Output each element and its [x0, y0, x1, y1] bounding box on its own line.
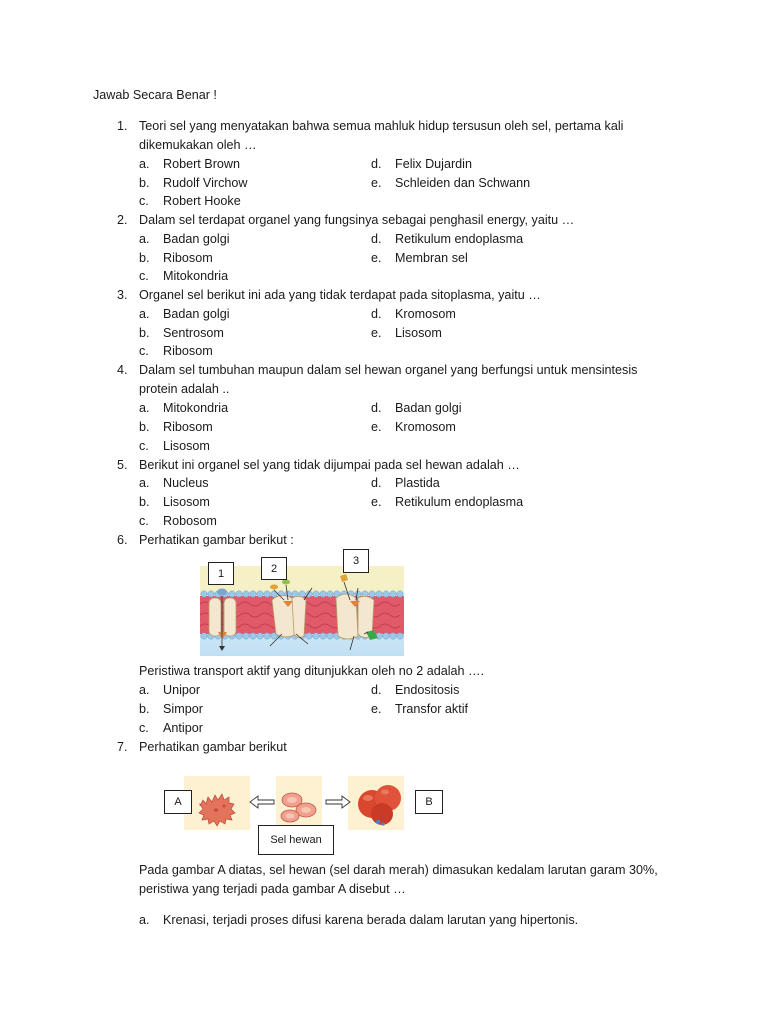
figure-label-3: 3 [343, 549, 369, 573]
worksheet-heading: Jawab Secara Benar ! [93, 88, 217, 102]
red-blood-cell-figure [180, 770, 410, 832]
question-number: 6. [117, 533, 128, 547]
figure-caption: Sel hewan [258, 825, 334, 855]
question-number: 2. [117, 213, 128, 227]
question-text: protein adalah .. [139, 382, 230, 396]
question-text: Peristiwa transport aktif yang ditunjukkan oleh no 2 adalah …. [139, 664, 485, 678]
question-text: Dalam sel tumbuhan maupun dalam sel hewan organel yang berfungsi untuk mensintesis [139, 363, 638, 377]
question-text: Teori sel yang menyatakan bahwa semua mahluk hidup tersusun oleh sel, pertama kali [139, 119, 624, 133]
question-number: 7. [117, 740, 128, 754]
figure-label-1: 1 [208, 562, 234, 585]
question-text: peristiwa yang terjadi pada gambar A disebut … [139, 882, 406, 896]
figure-label-2: 2 [261, 557, 287, 580]
worksheet-page: Jawab Secara Benar ! 1. Teori sel yang menyatakan bahwa semua mahluk hidup tersusun oleh sel, pertama kali dikemukakan oleh … a. Robert Brown b. Rudolf Virchow c. Robert Hooke d. Felix Dujardin e. Schleiden dan Schwann 2. Dalam sel terdapat organel yang fungsinya sebagai penghasil energy, yaitu … a. Badan golgi b. Ribosom c. Mitokondria d. Retikulum endoplasma e. Membran sel 3. Organel sel berikut ini ada yang tidak terdapat pada sitoplasma, yaitu … a. Badan golgi b. Sentrosom c. Ribosom d. Kromosom e. Lisosom 4. Dalam sel tumbuhan maupun dalam sel hewan organel yang berfungsi untuk mensintesis protein adalah .. a. Mitokondria b. Ribosom c. Lisosom d. Badan golgi e. Kromosom 5. Berikut ini organel sel yang tidak dijumpai pada sel hewan adalah … a. Nucleus b. Lisosom c. Robosom d. Plastida e. Retikulum endoplasma 6. Perhatikan gambar berikut : 1 2 3 Peristiwa transport aktif yang ditunjukkan oleh no 2 adalah …. a. Unipor b. Simpor c. Antipor d. Endositosis e. Transfor aktif 7. Perhatikan gambar berikut A B Sel hewan Pada gambar A diatas, sel hewan (sel darah merah) dimasukan kedalam larutan garam 30%, peristiwa yang terjadi pada gambar A disebut … a. Krenasi, terjadi proses difusi karena berada dalam larutan yang hipertonis. [93, 88, 658, 927]
arrow-left-icon [250, 796, 274, 808]
question-number: 3. [117, 288, 128, 302]
question-text: Berikut ini organel sel yang tidak dijumpai pada sel hewan adalah … [139, 458, 520, 472]
question-number: 1. [117, 119, 128, 133]
question-text: Dalam sel terdapat organel yang fungsinya sebagai penghasil energy, yaitu … [139, 213, 575, 227]
question-number: 5. [117, 458, 128, 472]
question-text: Perhatikan gambar berikut : [139, 533, 294, 547]
question-text: Perhatikan gambar berikut [139, 740, 287, 754]
question-text: dikemukakan oleh … [139, 138, 257, 152]
figure-label-a: A [164, 790, 192, 814]
question-number: 4. [117, 363, 128, 377]
arrow-right-icon [326, 796, 350, 808]
question-text: Pada gambar A diatas, sel hewan (sel darah merah) dimasukan kedalam larutan garam 30%, [139, 863, 658, 877]
question-text: Organel sel berikut ini ada yang tidak terdapat pada sitoplasma, yaitu … [139, 288, 541, 302]
figure-label-b: B [415, 790, 443, 814]
